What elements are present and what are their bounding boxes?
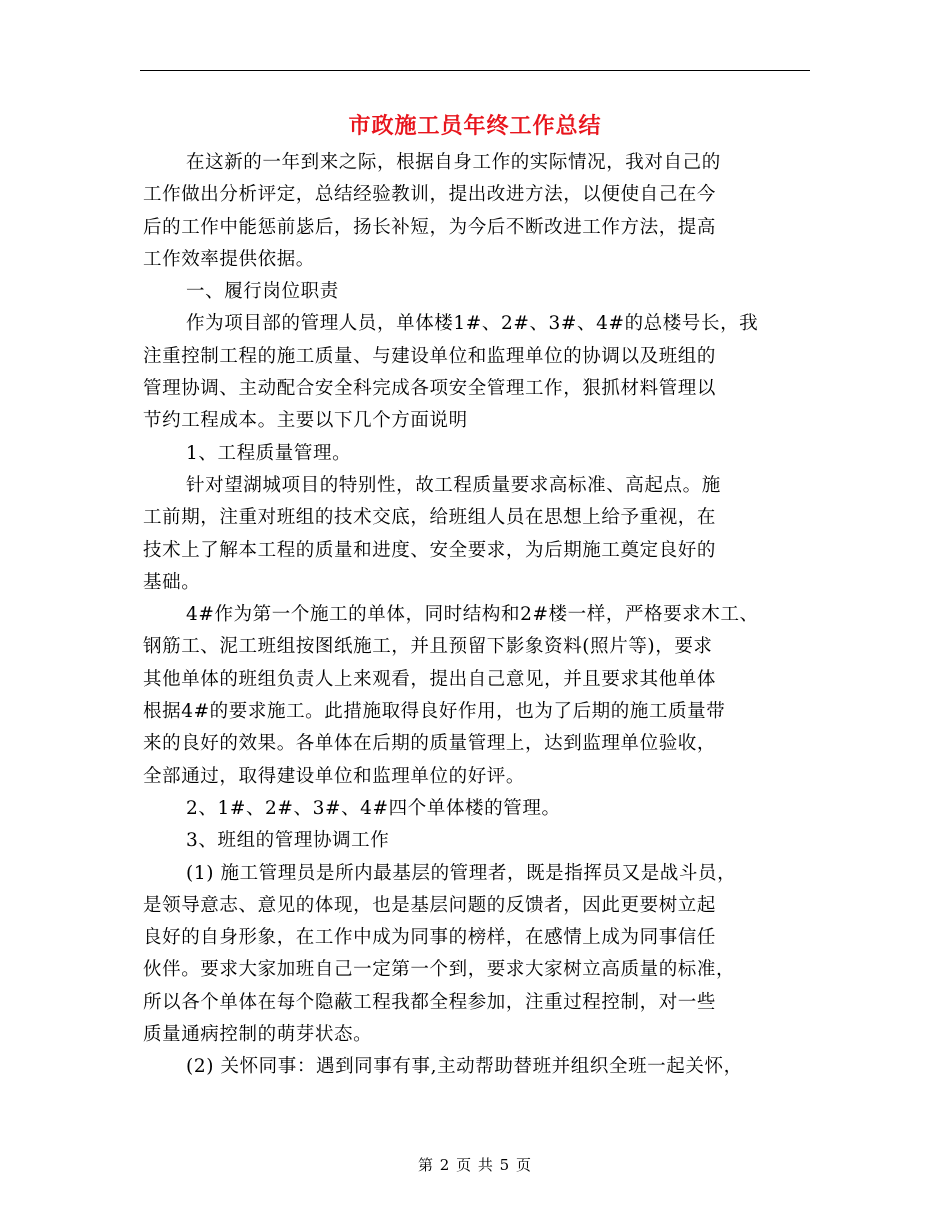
text-line: 是领导意志、意见的体现，也是基层问题的反馈者，因此更要树立起 bbox=[143, 894, 717, 916]
text-line: 工前期，注重对班组的技术交底，给班组人员在思想上给予重视，在 bbox=[143, 507, 717, 529]
text-line: 全部通过，取得建设单位和监理单位的好评。 bbox=[143, 765, 526, 787]
text-line: (1) 施工管理员是所内最基层的管理者，既是指挥员又是战斗员， bbox=[186, 862, 737, 884]
document-title: 市政施工员年终工作总结 bbox=[348, 113, 602, 139]
text-line: 一、履行岗位职责 bbox=[186, 281, 339, 303]
text-line: 来的良好的效果。各单体在后期的质量管理上，达到监理单位验收， bbox=[143, 733, 717, 755]
text-line: 其他单体的班组负责人上来观看，提出自己意见，并且要求其他单体 bbox=[143, 668, 717, 690]
text-line: 注重控制工程的施工质量、与建设单位和监理单位的协调以及班组的 bbox=[143, 345, 717, 367]
text-line: 伙伴。要求大家加班自己一定第一个到，要求大家树立高质量的标准， bbox=[143, 959, 736, 981]
text-line: 钢筋工、泥工班组按图纸施工，并且预留下影象资料(照片等)，要求 bbox=[143, 636, 713, 658]
text-line: 作为项目部的管理人员，单体楼1#、2#、3#、4#的总楼号长，我 bbox=[186, 313, 759, 335]
text-line: 管理协调、主动配合安全科完成各项安全管理工作，狠抓材料管理以 bbox=[143, 378, 717, 400]
text-line: 工作效率提供依据。 bbox=[143, 248, 315, 270]
text-line: 3、班组的管理协调工作 bbox=[186, 830, 390, 852]
document-body bbox=[143, 147, 823, 1084]
text-line: 2、1#、2#、3#、4#四个单体楼的管理。 bbox=[186, 797, 561, 819]
page-number: 第 2 页 共 5 页 bbox=[418, 1156, 532, 1174]
text-line: 1、工程质量管理。 bbox=[186, 442, 352, 464]
text-line: 在这新的一年到来之际，根据自身工作的实际情况，我对自己的 bbox=[186, 152, 721, 173]
text-line: (2) 关怀同事：遇到同事有事,主动帮助替班并组织全班一起关怀， bbox=[186, 1056, 743, 1078]
text-line: 基础。 bbox=[143, 571, 201, 593]
text-line: 根据4#的要求施工。此措施取得良好作用，也为了后期的施工质量带 bbox=[143, 701, 726, 723]
text-line: 工作做出分析评定，总结经验教训，提出改进方法，以便使自己在今 bbox=[143, 184, 717, 206]
text-line: 质量通病控制的萌芽状态。 bbox=[143, 1024, 373, 1046]
text-line: 4#作为第一个施工的单体，同时结构和2#楼一样，严格要求木工、 bbox=[186, 604, 759, 626]
text-line: 技术上了解本工程的质量和进度、安全要求，为后期施工奠定良好的 bbox=[143, 539, 717, 561]
text-line: 后的工作中能惩前毖后，扬长补短，为今后不断改进工作方法，提高 bbox=[143, 216, 717, 238]
header-rule bbox=[140, 70, 810, 71]
text-line: 所以各个单体在每个隐蔽工程我都全程参加，注重过程控制，对一些 bbox=[143, 991, 717, 1013]
text-line: 针对望湖城项目的特别性，故工程质量要求高标准、高起点。施 bbox=[186, 474, 721, 496]
text-line: 节约工程成本。主要以下几个方面说明 bbox=[143, 410, 468, 432]
text-line: 良好的自身形象，在工作中成为同事的榜样，在感情上成为同事信任 bbox=[143, 927, 717, 949]
